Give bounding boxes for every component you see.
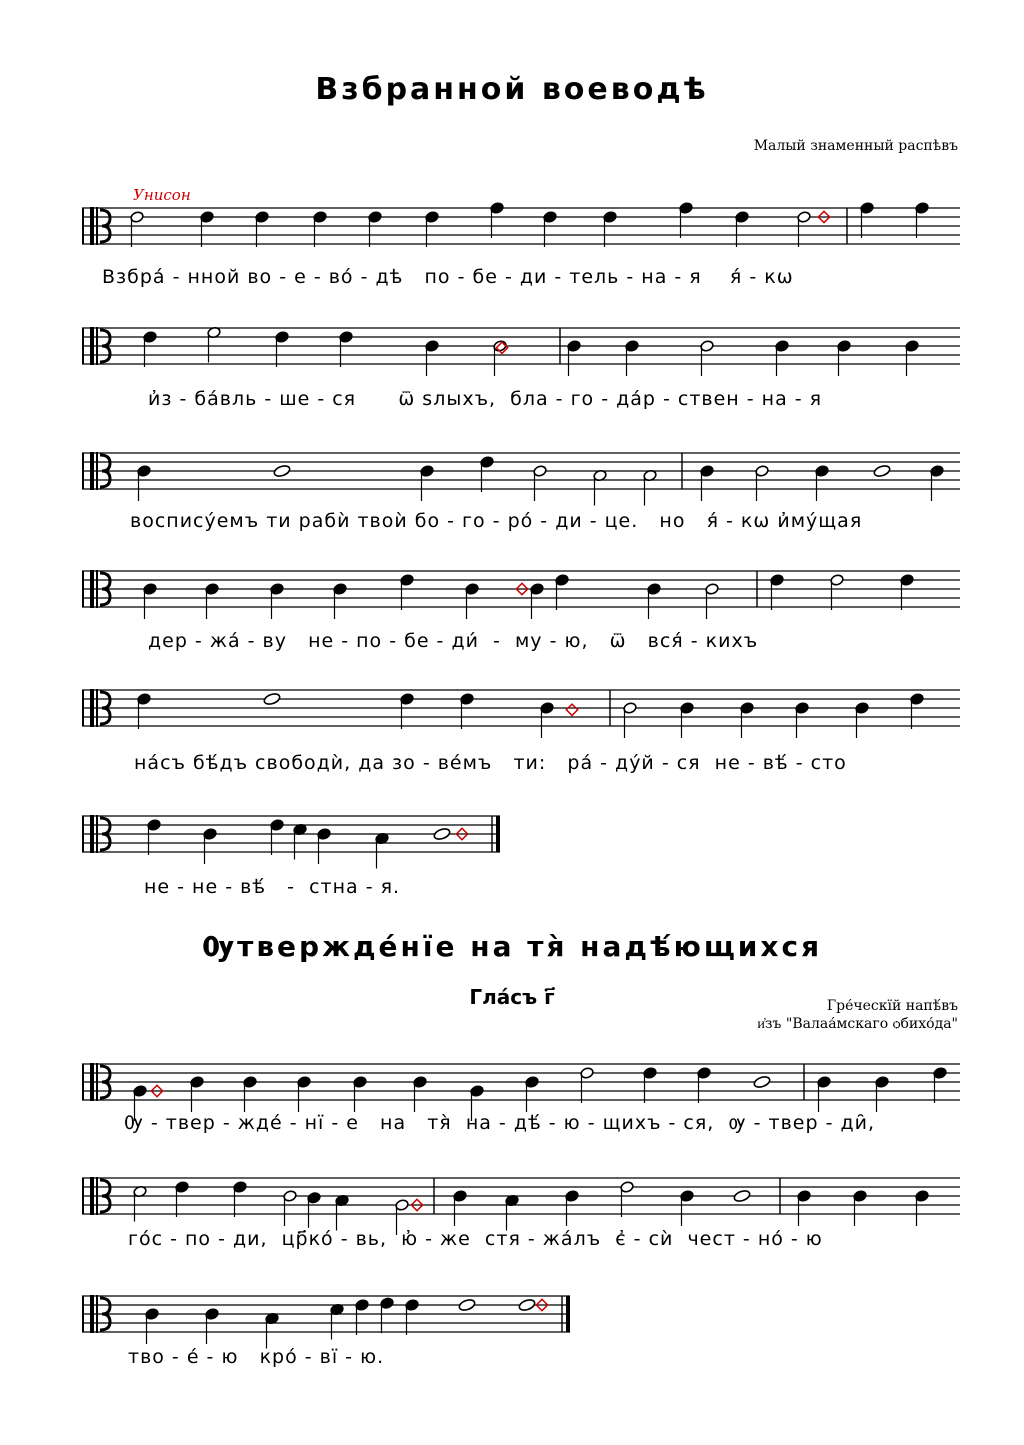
piece2-attribution-line1: Гре́ческїй напѣ́въ [826, 998, 958, 1014]
lyric-line: и҆з - ба́вль - ше - ся ѿ ѕлыхъ, бла - го - да́р - ствен - на - я [148, 388, 823, 410]
piece1-attribution: Малый знаменный распѣвъ [753, 138, 958, 154]
note-head-icon [873, 464, 891, 478]
note-head-icon [518, 1298, 536, 1312]
lyric-line: дер - жа́ - ву не - по - бе - ди́ - му - ю, ѿ вся́ - кихъ [148, 630, 759, 652]
note-head-icon [273, 464, 291, 478]
note-head-icon [433, 827, 451, 841]
lyric-line: тво - е́ - ю кро́ - вї - ю. [128, 1346, 385, 1368]
staff-6 [82, 808, 502, 868]
staff-1 [82, 200, 962, 260]
staff-7 [82, 1056, 962, 1116]
staff-12 [82, 1288, 572, 1348]
note-head-icon [733, 1189, 751, 1203]
staff-11 [82, 992, 83, 993]
piece1-title: Взбранной воеводѣ [315, 72, 709, 107]
staff-5 [82, 682, 962, 742]
note-head-icon [566, 704, 577, 715]
staff-4 [82, 563, 962, 623]
lyric-line: Ѹ - твер - жде́ - нї - е на тя̀ на - дѣ́ - ю - щихъ - ся, ѹ - твер - ди̑, [124, 1112, 876, 1134]
piece2-tone: Гла́съ г҃ [469, 985, 555, 1009]
unison-annotation: Унисон [133, 186, 191, 204]
piece2-attribution-line2: и҆зъ "Валаа́мскаго ѻбихо́да" [757, 1016, 958, 1032]
note-head-icon [753, 1075, 771, 1089]
lyric-line: не - не - вѣ́ - стна - я. [144, 876, 401, 898]
lyric-line: го́с - по - ди, цр҃ко́ - вь, ю҆ - же стя - жа́лъ є҆ - сѝ чест - но́ - ю [128, 1228, 823, 1250]
lyric-line: на́съ бѣ́дъ свободѝ, да зо - ве́мъ ти: ра́ - ду́й - ся не - вѣ́ - сто [134, 752, 847, 774]
staff-2 [82, 320, 962, 380]
piece2-title: Ѹтвержде́нїе на тя̀ надѣ́ющихся [201, 930, 823, 963]
note-head-icon [263, 692, 281, 706]
staff-3 [82, 445, 962, 505]
lyric-line: воспису́емъ ти рабѝ твоѝ бо - го - ро́ - ди - це. но я́ - кѡ и҆му́щая [130, 510, 863, 532]
staff-8 [82, 1170, 962, 1230]
note-head-icon [458, 1298, 476, 1312]
lyric-line: Взбра́ - нной во - е - во́ - дѣ по - бе - ди - тель - на - я я́ - кѡ [102, 266, 794, 288]
